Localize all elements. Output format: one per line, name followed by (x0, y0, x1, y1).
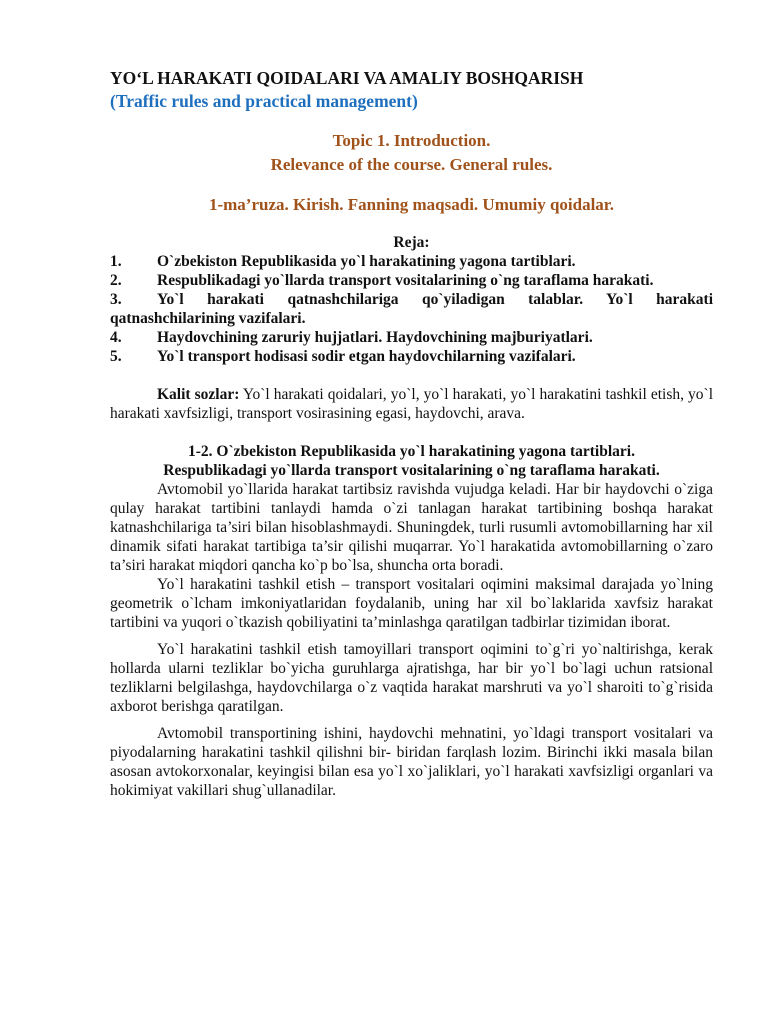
section-heading (110, 442, 713, 480)
keywords-label: Kalit sozlar: (157, 386, 240, 403)
plan-item-text: Respublikadagi yo`llarda transport vositalarining o`ng taraflama harakati. (157, 272, 654, 289)
topic-subheading: Relevance of the course. General rules. (270, 155, 553, 174)
section-heading-line1: 1-2. O`zbekiston Republikasida yo`l harakatining yagona tartiblari. (188, 443, 635, 460)
plan-item-text: Yo`l transport hodisasi sodir etgan haydovchilarning vazifalari. (157, 348, 576, 365)
plan-item-text: Haydovchining zaruriy hujjatlari. Haydovchining majburiyatlari. (157, 329, 593, 346)
plan-item-number: 4. (110, 329, 122, 346)
plan-item-number: 5. (110, 348, 122, 365)
plan-item (110, 271, 713, 290)
lecture-title: 1-ma’ruza. Kirish. Fanning maqsadi. Umumiy qoidalar. (208, 195, 615, 214)
document-body (110, 66, 713, 800)
plan-item-number: 1. (110, 253, 122, 270)
plan-item (110, 347, 713, 366)
section-heading-line2: Respublikadagi yo`llarda transport vositalarining o`ng taraflama harakati. (163, 462, 660, 479)
body-paragraph: Avtomobil transportining ishini, haydovchi mehnatini, yo`ldagi transport vositalari va piyodalarning harakatini tashkil qilishni bir- biridan farqlash lozim. Birinchi ikki masala bilan asosan avtokorxonalar, keyingisi bilan esa yo`l xo`jaliklari, yo`l harakati xavfsizligi organlari va hokimiyat vakillari shug`ullanadilar. (110, 725, 713, 799)
plan-item-text: O`zbekiston Republikasida yo`l harakatining yagona tartiblari. (157, 253, 576, 270)
plan-heading: Reja: (393, 234, 430, 251)
plan-list (110, 252, 713, 366)
document-subtitle: (Traffic rules and practical management) (110, 91, 418, 111)
document-title: YO‘L HARAKATI QOIDALARI VA AMALIY BOSHQARISH (110, 68, 584, 88)
keywords-paragraph (110, 385, 713, 423)
plan-item (110, 290, 713, 328)
keywords-text: Yo`l harakati qoidalari, yo`l, yo`l harakati, yo`l harakatini tashkil etish, yo`l harakati xavfsizligi, transport vosirasining egasi, haydovchi, arava. (110, 386, 713, 422)
topic-heading: Topic 1. Introduction. (332, 131, 491, 150)
plan-item (110, 328, 713, 347)
plan-item-text: Yo`l harakati qatnashchilariga qo`yiladigan talablar. Yo`l harakati qatnashchilarining vazifalari. (110, 291, 713, 327)
body-paragraph: Yo`l harakatini tashkil etish – transport vositalari oqimini maksimal darajada yo`lning geometrik o`lcham imkoniyatlaridan foydalanib, uning har xil bo`laklarida xavfsiz harakat tartibini va yuqori o`tkazish qobiliyatini ta’minlashga qaratilgan tadbirlar tizimidan iborat. (110, 576, 713, 631)
plan-item-number: 3. (110, 291, 122, 308)
body-paragraph: Yo`l harakatini tashkil etish tamoyillari transport oqimini to`g`ri yo`naltirishga, kerak hollarda ularni tezliklar bo`yicha guruhlarga ajratishga, har bir yo`l bo`lagi uchun ratsional tezliklarni belgilashga, haydovchilarga o`z vaqtida harakat marshruti va yo`l sharoiti to`g`risida axborot berishga qaratilgan. (110, 641, 713, 715)
plan-item-number: 2. (110, 272, 122, 289)
plan-item (110, 252, 713, 271)
body-paragraph: Avtomobil yo`llarida harakat tartibsiz ravishda vujudga keladi. Har bir haydovchi o`ziga qulay harakat tartibini tanlaydi hamda o`zi tanlagan harakat tartibining boshqa harakat katnashchilariga ta’siri bilan hisoblashmaydi. Shuningdek, turli rusumli avtomobillarning har xil dinamik sifati harakat tartibiga ta’sir qilishi muqarrar. Yo`l harakatida avtomobillarning o`zaro ta’siri harakat miqdori qancha ko`p bo`lsa, shuncha orta boradi. (110, 481, 713, 574)
